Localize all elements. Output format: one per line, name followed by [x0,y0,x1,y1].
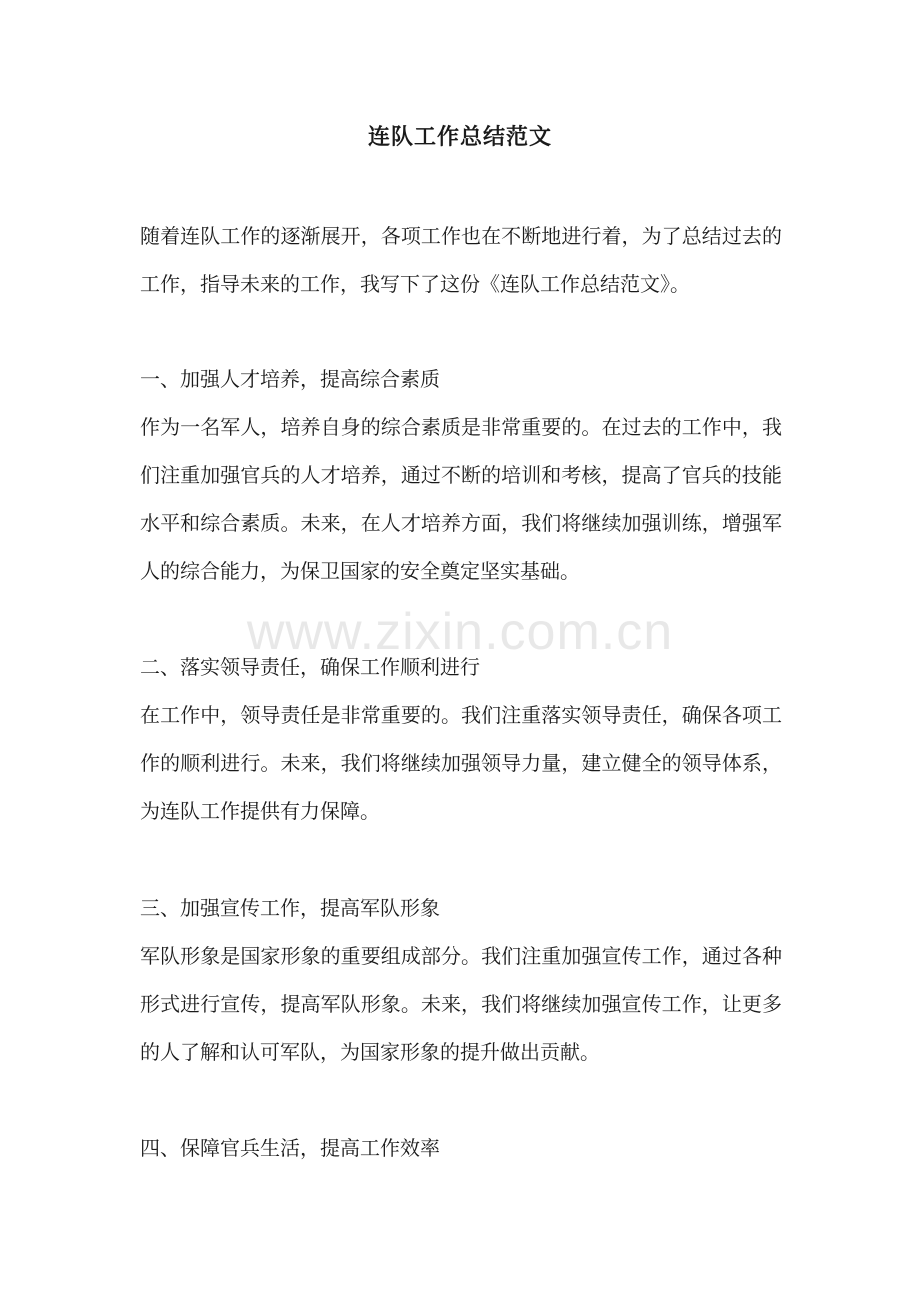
section-2-heading: 二、落实领导责任，确保工作顺利进行 [140,655,480,679]
section-3-body: 军队形象是国家形象的重要组成部分。我们注重加强宣传工作，通过各种形式进行宣传，提高军队形象。未来，我们将继续加强宣传工作，让更多的人了解和认可军队，为国家形象的提升做出贡献。 [140,944,782,1064]
section-3-heading: 三、加强宣传工作，提高军队形象 [140,896,440,920]
document-title: 连队工作总结范文 [367,124,552,150]
watermark: www.zixin.com.cn [246,603,674,661]
section-4-heading: 四、保障官兵生活，提高工作效率 [140,1136,440,1160]
section-2-body: 在工作中，领导责任是非常重要的。我们注重落实领导责任，确保各项工作的顺利进行。未来，我们将继续加强领导力量，建立健全的领导体系，为连队工作提供有力保障。 [140,703,782,823]
section-1-heading: 一、加强人才培养，提高综合素质 [140,367,440,391]
section-1-body: 作为一名军人，培养自身的综合素质是非常重要的。在过去的工作中，我们注重加强官兵的人才培养，通过不断的培训和考核，提高了官兵的技能水平和综合素质。未来，在人才培养方面，我们将继续加强训练，增强军人的综合能力，为保卫国家的安全奠定坚实基础。 [140,415,782,583]
intro-paragraph: 随着连队工作的逐渐展开，各项工作也在不断地进行着，为了总结过去的工作，指导未来的工作，我写下了这份《连队工作总结范文》。 [140,224,782,296]
